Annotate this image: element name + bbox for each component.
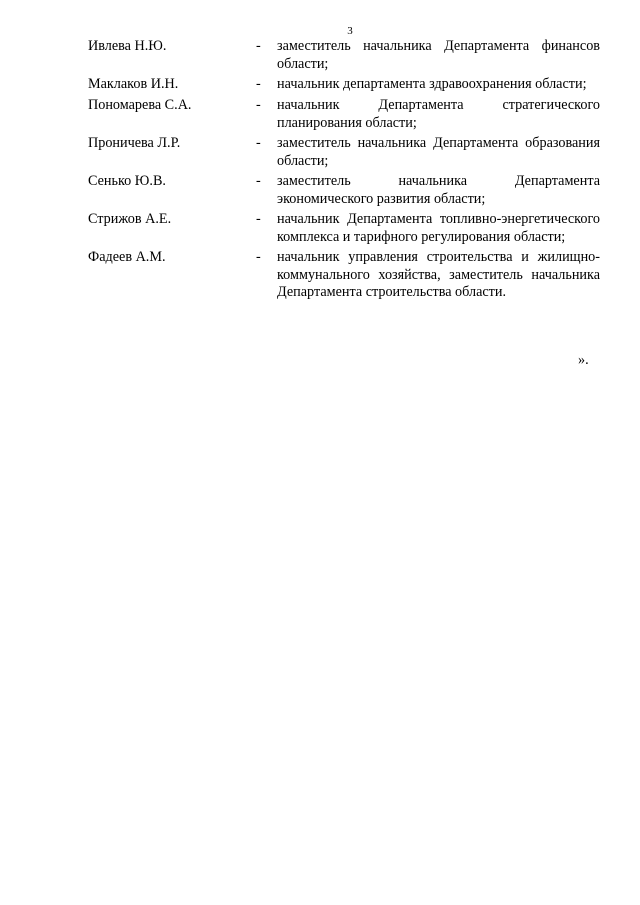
person-name: Стрижов А.Е. bbox=[88, 211, 172, 227]
list-item bbox=[88, 135, 600, 170]
person-name: Пономарева С.А. bbox=[88, 97, 192, 113]
list-item bbox=[88, 173, 600, 208]
member-list bbox=[88, 38, 600, 303]
person-name: Ивлева Н.Ю. bbox=[88, 38, 167, 54]
position-description: начальник управления строительства и жилищно-коммунального хозяйства, заместитель начальника Департамента строительства области. bbox=[277, 249, 600, 300]
dash-separator: - bbox=[256, 173, 261, 189]
dash-separator: - bbox=[256, 249, 261, 265]
position-description: заместитель начальника Департамента образования области; bbox=[277, 135, 600, 169]
person-name: Проничева Л.Р. bbox=[88, 135, 181, 151]
closing-quote-mark: ». bbox=[578, 352, 589, 368]
dash-separator: - bbox=[256, 211, 261, 227]
list-item bbox=[88, 211, 600, 246]
list-item bbox=[88, 76, 600, 94]
page-number: 3 bbox=[347, 25, 353, 37]
person-name: Маклаков И.Н. bbox=[88, 76, 179, 92]
position-description: начальник Департамента стратегического планирования области; bbox=[277, 97, 600, 131]
dash-separator: - bbox=[256, 97, 261, 113]
position-description: начальник Департамента топливно-энергетического комплекса и тарифного регулирования области; bbox=[277, 211, 600, 245]
list-item bbox=[88, 38, 600, 73]
list-item bbox=[88, 97, 600, 132]
position-description: начальник департамента здравоохранения области; bbox=[277, 76, 587, 92]
position-description: заместитель начальника Департамента экономического развития области; bbox=[277, 173, 600, 207]
dash-separator: - bbox=[256, 135, 261, 151]
position-description: заместитель начальника Департамента финансов области; bbox=[277, 38, 600, 72]
list-item bbox=[88, 249, 600, 302]
dash-separator: - bbox=[256, 38, 261, 54]
dash-separator: - bbox=[256, 76, 261, 92]
person-name: Фадеев А.М. bbox=[88, 249, 166, 265]
person-name: Сенько Ю.В. bbox=[88, 173, 166, 189]
